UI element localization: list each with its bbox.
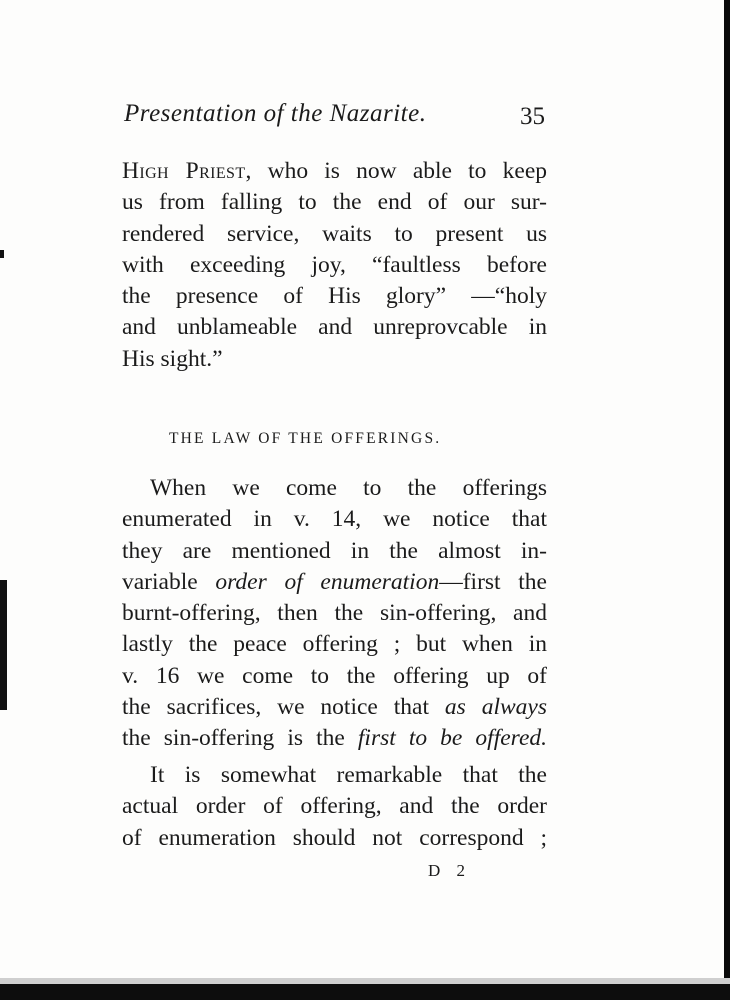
paragraph-remarkable — [122, 760, 547, 854]
text-line: lastly the peace offering ; but when in — [122, 631, 547, 658]
text-line: actual order of offering, and the order — [122, 793, 547, 820]
text-line: variable order of enumeration—first the — [122, 568, 547, 595]
signature-mark: D 2 — [428, 861, 472, 880]
text-line: High Priest, who is now able to keep — [122, 158, 547, 184]
page-number: 35 — [520, 103, 545, 130]
text-line: When we come to the offerings — [150, 475, 547, 501]
text-line: rendered service, waits to present us — [122, 220, 547, 247]
text-line: the sin-offering is the first to be offered. — [122, 725, 548, 752]
italic-emphasis: first to be offered. — [357, 725, 548, 752]
text-line: the presence of His glory” —“holy — [122, 283, 547, 310]
text-line: and unblameable and unreprovcable in — [122, 314, 547, 341]
text-line: It is somewhat remarkable that the — [150, 762, 547, 788]
scan-mark-left-top — [0, 250, 4, 258]
running-title: Presentation of the Nazarite. — [124, 100, 427, 127]
text-line: with exceeding joy, “faultless before — [122, 251, 547, 278]
page-header — [124, 100, 549, 134]
small-caps-lead: High Priest — [122, 158, 246, 184]
text-line: v. 16 we come to the offering up of — [122, 662, 547, 689]
italic-emphasis: order of enumeration — [215, 568, 440, 595]
section-heading: THE LAW OF THE OFFERINGS. — [169, 430, 442, 447]
text-line: enumerated in v. 14, we notice that — [122, 506, 547, 533]
text-line: His sight.” — [122, 345, 223, 372]
italic-emphasis: as always — [444, 694, 547, 721]
scan-edge-right — [724, 0, 730, 1000]
paragraph-offerings — [122, 473, 547, 755]
scan-mark-left-binding — [0, 580, 7, 710]
text-line: us from falling to the end of our sur- — [122, 189, 547, 216]
scan-edge-bottom — [0, 984, 730, 1000]
text-line: of enumeration should not correspond ; — [122, 824, 547, 851]
text-line: burnt-offering, then the sin-offering, and — [122, 600, 547, 627]
text-line: they are mentioned in the almost in- — [122, 537, 547, 564]
text-line: the sacrifices, we notice that as always — [122, 694, 547, 721]
paragraph-continued — [122, 156, 547, 375]
